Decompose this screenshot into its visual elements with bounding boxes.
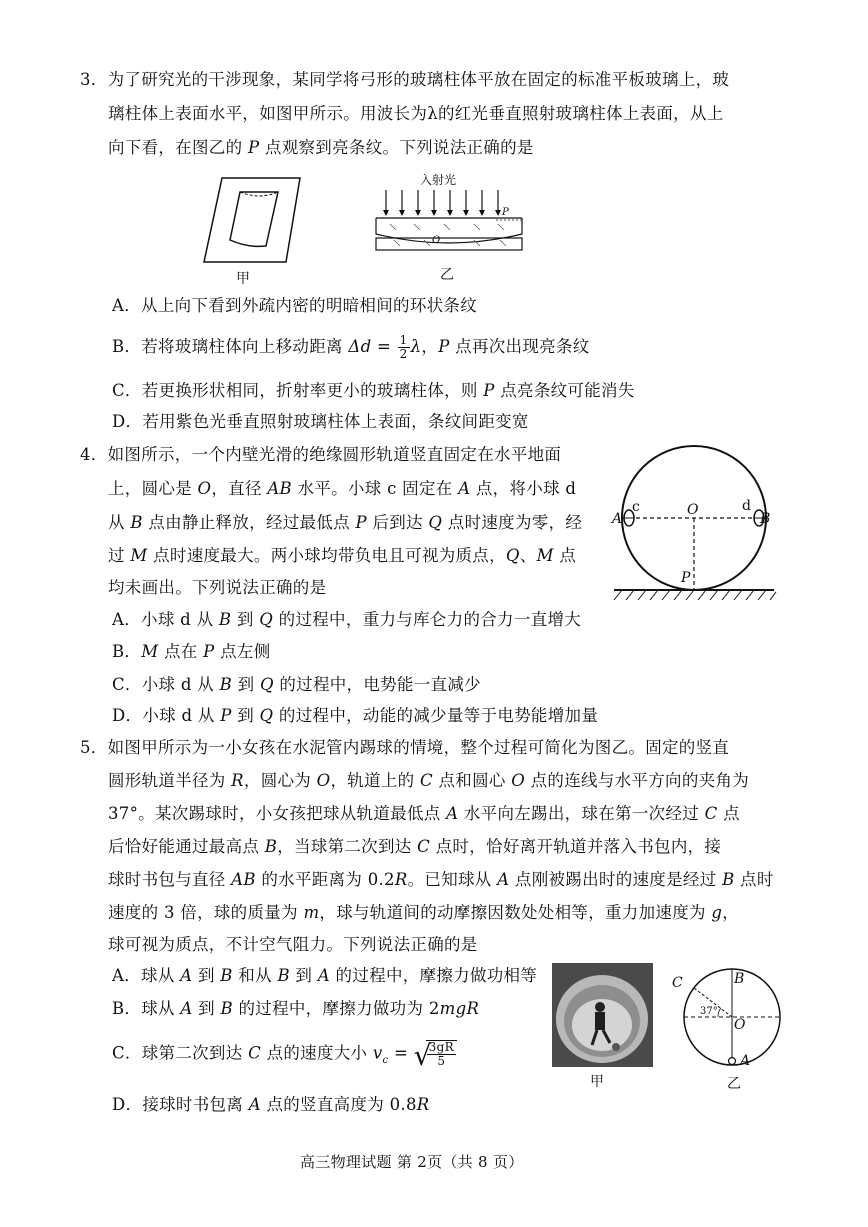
q3-figure-jia (200, 176, 310, 266)
q5-label-c: C (672, 975, 683, 991)
q3-stem-line-2: 璃柱体上表面水平，如图甲所示。用波长为λ的红光垂直照射玻璃柱体上表面，从上 (108, 104, 724, 123)
q3-point-o-label: O (432, 235, 441, 246)
q4-label-o: O (687, 502, 699, 518)
q5-circle-diagram (682, 966, 782, 1068)
q5-stem-line-7: 球可视为质点，不计空气阻力。下列说法正确的是 (108, 935, 478, 954)
q5-stem-line-4: 后恰好能通过最高点 B，当球第二次到达 C 点时，恰好离开轨道并落入书包内，接 (108, 837, 722, 856)
q3-option-c: C．若更换形状相同，折射率更小的玻璃柱体，则 P 点亮条纹可能消失 (112, 381, 635, 400)
girl-in-pipe-photo (552, 963, 653, 1067)
page-footer: 高三物理试题 第 2页（共 8 页） (300, 1153, 524, 1171)
q5-label-o: O (734, 1017, 746, 1033)
q3-option-d: D．若用紫色光垂直照射玻璃柱体上表面，条纹间距变宽 (112, 412, 529, 431)
q4-track-figure (612, 446, 776, 606)
q4-stem-line-2: 上，圆心是 O，直径 AB 水平。小球 c 固定在 A 点，将小球 d (108, 479, 577, 498)
q5-label-a: A (740, 1053, 751, 1069)
q3-stem-line-3: 向下看，在图乙的 P 点观察到亮条纹。下列说法正确的是 (108, 138, 534, 157)
q5-stem-line-3: 37°。某次踢球时，小女孩把球从轨道最低点 A 水平向左踢出，球在第一次经过 C 点 (108, 804, 740, 823)
q5-label-b: B (734, 971, 745, 987)
q3-stem-line-1: 3．为了研究光的干涉现象，某同学将弓形的玻璃柱体平放在固定的标准平板玻璃上，玻 (80, 70, 730, 89)
q5-option-b: B．球从 A 到 B 的过程中，摩擦力做功为 2mgR (112, 999, 480, 1018)
q3-figure-yi-caption: 乙 (440, 267, 454, 283)
q3-option-a: A．从上向下看到外疏内密的明暗相间的环状条纹 (112, 296, 478, 315)
q3-option-b: B．若将玻璃柱体向上移动距离 Δd = $\frac{1}{2}$ λ，P 点再次出现亮条纹 (112, 333, 590, 361)
q3-fraction: $\frac{1}{2}$ (399, 333, 408, 361)
q5-stem-line-1: 5．如图甲所示为一小女孩在水泥管内踢球的情境，整个过程可简化为图乙。固定的竖直 (80, 738, 730, 757)
q4-stem-line-4: 过 M 点时速度最大。两小球均带负电且可视为质点，Q、M 点 (108, 546, 577, 565)
q4-stem-line-3: 从 B 点由静止释放，经过最低点 P 后到达 Q 点时速度为零，经 (108, 513, 583, 532)
q3-figure-yi (374, 188, 524, 258)
q4-label-b: B (760, 511, 771, 527)
q5-option-a: A．球从 A 到 B 和从 B 到 A 的过程中，摩擦力做功相等 (112, 966, 538, 985)
q3-point-p-label: P (502, 207, 509, 218)
q4-option-c: C．小球 d 从 B 到 Q 的过程中，电势能一直减少 (112, 675, 481, 694)
q5-option-c: C．球第二次到达 C 点的速度大小 $v_c$ = √ $\frac{3gR}{5}$ (112, 1040, 457, 1068)
q5-angle-label: 37° (700, 1006, 718, 1017)
q4-option-d: D．小球 d 从 P 到 Q 的过程中，动能的减少量等于电势能增加量 (112, 706, 599, 725)
q3-incident-light-label: 入射光 (420, 173, 457, 187)
q5-stem-line-2: 圆形轨道半径为 R，圆心为 O，轨道上的 C 点和圆心 O 点的连线与水平方向的夹角为 (108, 771, 750, 790)
q4-option-a: A．小球 d 从 B 到 Q 的过程中，重力与库仑力的合力一直增大 (112, 610, 582, 629)
q4-label-p: P (681, 570, 691, 586)
q4-label-a: A (612, 511, 623, 527)
q4-label-c: c (632, 499, 640, 515)
q4-stem-line-1: 4．如图所示，一个内壁光滑的绝缘圆形轨道竖直固定在水平地面 (80, 445, 562, 464)
q4-stem-line-5: 均未画出。下列说法正确的是 (108, 578, 327, 597)
q5-figure-yi-caption: 乙 (727, 1076, 741, 1092)
pipe-photo-illustration (552, 963, 653, 1067)
q5-sqrt-expression: √ $\frac{3gR}{5}$ (414, 1040, 457, 1068)
q4-label-d: d (742, 498, 751, 514)
q5-stem-line-6: 速度的 3 倍，球的质量为 m，球与轨道间的动摩擦因数处处相等，重力加速度为 g， (108, 903, 740, 922)
q5-stem-line-5: 球时书包与直径 AB 的水平距离为 0.2R。已知球从 A 点刚被踢出时的速度是经过 B 点时 (108, 870, 774, 889)
q4-option-b: B．M 点在 P 点左侧 (112, 642, 271, 661)
q3-figure-jia-caption: 甲 (236, 271, 250, 287)
q5-figure-jia-caption: 甲 (590, 1074, 604, 1090)
q5-option-d: D．接球时书包离 A 点的竖直高度为 0.8R (112, 1095, 430, 1114)
